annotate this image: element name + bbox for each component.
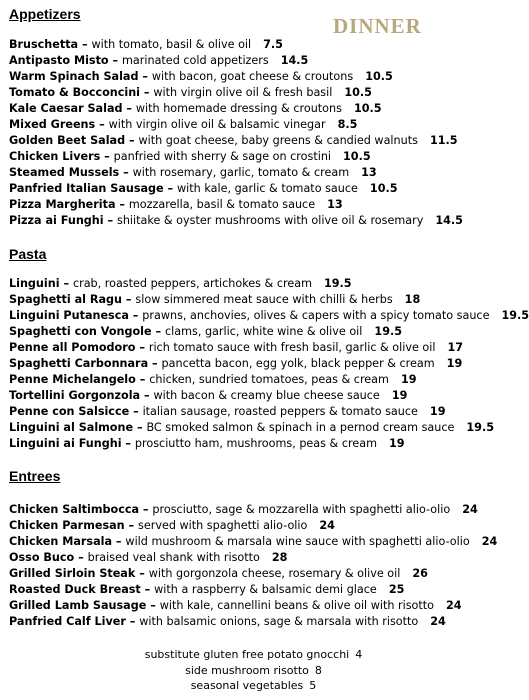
menu-item-dash: – bbox=[135, 373, 150, 386]
menu-item-dash: – bbox=[108, 54, 123, 67]
menu-item-dash: – bbox=[139, 503, 153, 516]
menu-item-price: 24 bbox=[462, 503, 478, 516]
menu-item-price: 19.5 bbox=[374, 325, 403, 338]
menu-item-price: 24 bbox=[319, 519, 335, 532]
section-title-pasta: Pasta bbox=[9, 246, 47, 262]
menu-item bbox=[9, 356, 504, 372]
menu-item bbox=[9, 69, 504, 85]
menu-item-dash: – bbox=[151, 325, 165, 338]
menu-item bbox=[9, 566, 504, 582]
entrees-list bbox=[9, 502, 504, 630]
menu-item-name: Spaghetti al Ragu bbox=[9, 293, 123, 306]
menu-item-dash: – bbox=[163, 182, 178, 195]
side-item bbox=[0, 663, 507, 679]
menu-item bbox=[9, 292, 504, 308]
menu-item-price: 10.5 bbox=[369, 182, 398, 195]
menu-item-price: 10.5 bbox=[353, 102, 382, 115]
menu-item-dash: – bbox=[100, 150, 114, 163]
menu-item-name: Linguini ai Funghi bbox=[9, 437, 122, 450]
menu-item bbox=[9, 598, 504, 614]
menu-item-description: slow simmered meat sauce with chilli & herbs bbox=[135, 293, 393, 306]
menu-item bbox=[9, 614, 504, 630]
menu-item-dash: – bbox=[135, 341, 149, 354]
menu-item-dash: – bbox=[135, 567, 149, 580]
menu-item-name: Osso Buco bbox=[9, 551, 75, 564]
section-title-appetizers: Appetizers bbox=[9, 6, 81, 22]
menu-item-description: with virgin olive oil & fresh basil bbox=[153, 86, 333, 99]
menu-item-price: 19 bbox=[429, 405, 446, 418]
menu-item-name: Antipasto Misto bbox=[9, 54, 109, 67]
menu-item-description: prosciutto ham, mushrooms, peas & cream bbox=[134, 437, 377, 450]
menu-item-name: Penne Michelangelo bbox=[9, 373, 136, 386]
menu-item-price: 19 bbox=[400, 373, 417, 386]
menu-item-name: Warm Spinach Salad bbox=[9, 70, 139, 83]
menu-item-name: Penne con Salsicce bbox=[9, 405, 130, 418]
menu-item bbox=[9, 582, 504, 598]
menu-item-price: 19 bbox=[391, 389, 408, 402]
menu-item bbox=[9, 518, 504, 534]
menu-item-dash: – bbox=[115, 198, 129, 211]
menu-item-name: Tomato & Bocconcini bbox=[9, 86, 141, 99]
sides-list bbox=[0, 647, 507, 694]
menu-item-description: with a raspberry & balsamic demi glace bbox=[154, 583, 377, 596]
menu-item-name: Linguini Putanesca bbox=[9, 309, 129, 322]
menu-item-price: 8.5 bbox=[337, 118, 358, 131]
menu-item-name: Grilled Sirloin Steak bbox=[9, 567, 136, 580]
menu-item-description: braised veal shank with risotto bbox=[87, 551, 260, 564]
menu-item-description: served with spaghetti alio-olio bbox=[138, 519, 308, 532]
menu-item-price: 13 bbox=[327, 198, 343, 211]
menu-item-price: 10.5 bbox=[344, 86, 372, 99]
menu-item bbox=[9, 165, 504, 181]
menu-item-dash: – bbox=[140, 86, 154, 99]
pasta-list bbox=[9, 276, 529, 452]
menu-item-description: with bacon, goat cheese & croutons bbox=[151, 70, 354, 83]
menu-item-price: 19.5 bbox=[466, 421, 494, 434]
menu-item-description: marinated cold appetizers bbox=[122, 54, 269, 67]
menu-item-description: wild mushroom & marsala wine sauce with spaghetti alio-olio bbox=[125, 535, 470, 548]
menu-item-dash: – bbox=[124, 519, 139, 532]
menu-item bbox=[9, 534, 504, 550]
side-item-price: 5 bbox=[309, 679, 317, 692]
menu-item-dash: – bbox=[125, 615, 140, 628]
side-item-label: seasonal vegetables bbox=[190, 679, 304, 692]
menu-item-description: with rosemary, garlic, tomato & cream bbox=[132, 166, 350, 179]
menu-item-description: prawns, anchovies, olives & capers with a spicy tomato sauce bbox=[142, 309, 490, 322]
menu-item-name: Chicken Livers bbox=[9, 150, 101, 163]
menu-item-name: Pizza ai Funghi bbox=[9, 214, 104, 227]
menu-item-name: Roasted Duck Breast bbox=[9, 583, 141, 596]
menu-item bbox=[9, 404, 504, 420]
menu-item bbox=[9, 420, 504, 436]
menu-item bbox=[9, 340, 504, 356]
menu-item bbox=[9, 213, 504, 229]
menu-item-name: Kale Caesar Salad bbox=[9, 102, 123, 115]
menu-item-dash: – bbox=[59, 277, 73, 290]
menu-item-name: Tortellini Gorgonzola bbox=[9, 389, 141, 402]
menu-item-dash: – bbox=[133, 421, 147, 434]
menu-item bbox=[9, 53, 504, 69]
menu-item-description: clams, garlic, white wine & olive oil bbox=[164, 325, 363, 338]
menu-item-name: Pizza Margherita bbox=[9, 198, 116, 211]
menu-item-name: Grilled Lamb Sausage bbox=[9, 599, 147, 612]
menu-item-description: mozzarella, basil & tomato sauce bbox=[128, 198, 316, 211]
menu-item-price: 14.5 bbox=[280, 54, 309, 67]
menu-item-name: Linguini bbox=[9, 277, 60, 290]
menu-item-dash: – bbox=[140, 583, 155, 596]
menu-item-name: Chicken Marsala bbox=[9, 535, 113, 548]
menu-item bbox=[9, 181, 504, 197]
menu-item-description: italian sausage, roasted peppers & tomato sauce bbox=[142, 405, 418, 418]
menu-item-price: 13 bbox=[361, 166, 377, 179]
menu-item-name: Chicken Saltimbocca bbox=[9, 503, 140, 516]
menu-banner-title: DINNER bbox=[333, 14, 422, 38]
menu-item-price: 17 bbox=[447, 341, 464, 354]
side-item-price: 8 bbox=[314, 663, 322, 677]
menu-item-dash: – bbox=[74, 551, 88, 564]
menu-item-dash: – bbox=[129, 405, 143, 418]
menu-item-description: BC smoked salmon & spinach in a pernod cream sauce bbox=[146, 421, 455, 434]
menu-item-price: 19.5 bbox=[323, 277, 352, 290]
menu-item-name: Chicken Parmesan bbox=[9, 519, 125, 532]
menu-item-price: 24 bbox=[481, 535, 498, 548]
appetizers-list bbox=[9, 37, 504, 229]
menu-item-price: 7.5 bbox=[263, 38, 283, 51]
menu-item-name: Spaghetti Carbonnara bbox=[9, 357, 149, 370]
menu-item-dash: – bbox=[146, 599, 160, 612]
menu-item bbox=[9, 436, 504, 452]
menu-item bbox=[9, 276, 504, 292]
menu-item-dash: – bbox=[122, 293, 136, 306]
menu-item bbox=[9, 308, 529, 324]
side-item bbox=[0, 647, 507, 663]
menu-item-description: rich tomato sauce with fresh basil, garlic & olive oil bbox=[148, 341, 436, 354]
menu-item-description: shiitake & oyster mushrooms with olive oil & rosemary bbox=[117, 214, 424, 227]
menu-item-price: 28 bbox=[271, 551, 288, 564]
menu-item bbox=[9, 502, 504, 518]
menu-item-dash: – bbox=[125, 134, 139, 147]
menu-item-name: Linguini al Salmone bbox=[9, 421, 134, 434]
menu-item-price: 25 bbox=[388, 583, 405, 596]
menu-item-price: 19 bbox=[388, 437, 405, 450]
menu-item bbox=[9, 117, 504, 133]
side-item-label: substitute gluten free potato gnocchi bbox=[144, 648, 350, 661]
menu-item-dash: – bbox=[121, 437, 135, 450]
menu-item-price: 10.5 bbox=[365, 70, 393, 83]
menu-item bbox=[9, 101, 504, 117]
menu-item bbox=[9, 85, 504, 101]
menu-item-name: Mixed Greens bbox=[9, 118, 96, 131]
menu-item-dash: – bbox=[112, 535, 126, 548]
side-item bbox=[0, 678, 507, 694]
menu-item-description: chicken, sundried tomatoes, peas & cream bbox=[149, 373, 389, 386]
menu-item-description: panfried with sherry & sage on crostini bbox=[113, 150, 332, 163]
menu-item-name: Spaghetti con Vongole bbox=[9, 325, 152, 338]
menu-item-description: with tomato, basil & olive oil bbox=[91, 38, 252, 51]
menu-item-price: 18 bbox=[404, 293, 421, 306]
menu-item-description: pancetta bacon, egg yolk, black pepper & cream bbox=[161, 357, 435, 370]
menu-item-description: with gorgonzola cheese, rosemary & olive oil bbox=[148, 567, 401, 580]
menu-item-dash: – bbox=[78, 38, 92, 51]
menu-item bbox=[9, 550, 504, 566]
menu-item-description: with virgin olive oil & balsamic vinegar bbox=[108, 118, 326, 131]
menu-item-name: Golden Beet Salad bbox=[9, 134, 126, 147]
menu-item-description: prosciutto, sage & mozzarella with spaghetti alio-olio bbox=[152, 503, 451, 516]
menu-item bbox=[9, 149, 504, 165]
section-title-entrees: Entrees bbox=[9, 468, 61, 484]
menu-item-dash: – bbox=[103, 214, 117, 227]
menu-item-price: 10.5 bbox=[343, 150, 371, 163]
menu-item-description: with kale, garlic & tomato sauce bbox=[177, 182, 358, 195]
menu-item-description: with homemade dressing & croutons bbox=[135, 102, 342, 115]
menu-item-price: 11.5 bbox=[429, 134, 458, 147]
menu-item-dash: – bbox=[148, 357, 162, 370]
menu-item-name: Penne all Pomodoro bbox=[9, 341, 136, 354]
menu-item-dash: – bbox=[122, 102, 136, 115]
menu-item-dash: – bbox=[138, 70, 152, 83]
menu-item-price: 19 bbox=[446, 357, 463, 370]
menu-item-name: Panfried Italian Sausage bbox=[9, 182, 164, 195]
menu-item-dash: – bbox=[128, 309, 143, 322]
menu-item-name: Panfried Calf Liver bbox=[9, 615, 126, 628]
menu-item-price: 24 bbox=[446, 599, 462, 612]
menu-item-description: with goat cheese, baby greens & candied walnuts bbox=[138, 134, 418, 147]
menu-item-description: with bacon & creamy blue cheese sauce bbox=[153, 389, 380, 402]
menu-item-price: 19.5 bbox=[501, 309, 529, 322]
menu-item-price: 26 bbox=[412, 567, 428, 580]
menu-item-description: with kale, cannellini beans & olive oil with risotto bbox=[159, 599, 435, 612]
menu-item-dash: – bbox=[119, 166, 133, 179]
side-item-price: 4 bbox=[355, 648, 363, 661]
menu-item-price: 14.5 bbox=[435, 214, 463, 227]
menu-item bbox=[9, 372, 504, 388]
menu-item bbox=[9, 133, 504, 149]
menu-item bbox=[9, 388, 504, 404]
menu-item-description: crab, roasted peppers, artichokes & cream bbox=[72, 277, 312, 290]
menu-item-price: 24 bbox=[430, 615, 446, 628]
side-item-label: side mushroom risotto bbox=[185, 663, 309, 677]
menu-item-name: Bruschetta bbox=[9, 38, 79, 51]
menu-item-dash: – bbox=[140, 389, 154, 402]
menu-item-name: Steamed Mussels bbox=[9, 166, 120, 179]
menu-item-description: with balsamic onions, sage & marsala with risotto bbox=[139, 615, 419, 628]
menu-item bbox=[9, 324, 504, 340]
menu-item bbox=[9, 37, 504, 53]
menu-item-dash: – bbox=[95, 118, 109, 131]
menu-item bbox=[9, 197, 504, 213]
